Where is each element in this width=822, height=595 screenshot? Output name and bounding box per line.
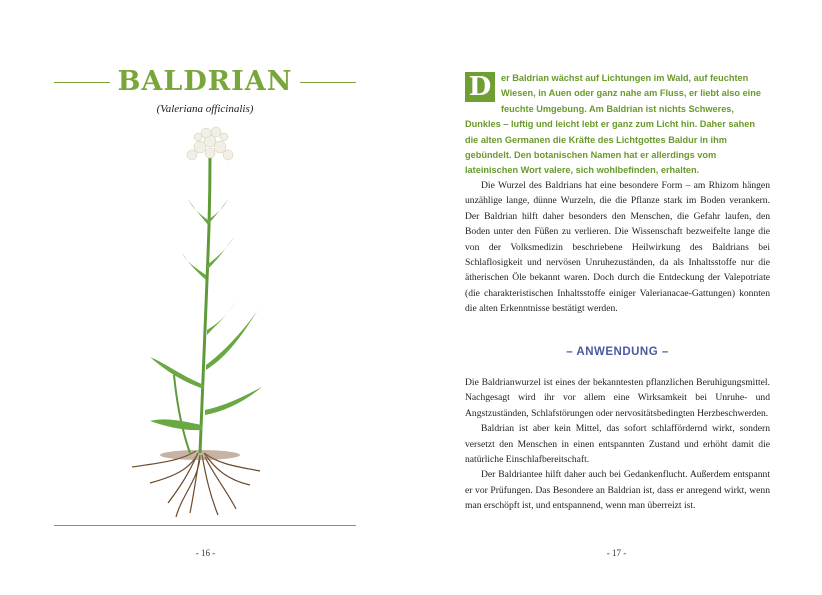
title-rule-left	[54, 82, 110, 83]
page-number-left: - 16 -	[195, 548, 216, 558]
page-title: BALDRIAN	[117, 66, 293, 97]
body-paragraph-1	[465, 178, 770, 317]
stem	[174, 155, 210, 453]
drop-cap: D	[465, 72, 495, 102]
section-heading: – ANWENDUNG –	[566, 346, 669, 358]
application-section	[465, 375, 770, 514]
bottom-rule	[54, 525, 356, 526]
flower-cluster	[187, 127, 233, 160]
title-row	[54, 64, 356, 100]
intro-text: er Baldrian wächst auf Lichtungen im Wald, auf feuchten Wiesen, in Auen oder ganz nahe am Fluss, er liebt also eine feuchte Umgebung. Am Baldrian ist nichts Schweres, Dunkles – luftig und leicht lebt er ganz zum Licht hin. Daher sahen die alten Germanen die Kräfte des Lichtgottes Baldur in ihm gebündelt. Den botanischen Namen hat er allerdings vom lateinischen Wort valere, sich wohlbefinden, erhalten.	[465, 73, 761, 176]
paragraph-text: Die Wurzel des Baldrians hat eine besondere Form – am Rhizom hängen unzählige lange, dünne Wurzeln, die die Pflanze stark im Boden verankern. Der Baldrian hilft daher besonders den Menschen, die Gefahr laufen, den Boden unter den Füßen zu verlieren. Die Wissenschaft bezweifelte lange die von der Volksmedizin beschriebene Heilwirkung des Baldrians bei Schlaflosigkeit und nervösen Unruhezuständen, da als Inhaltsstoffe nur die ätherischen Öle bekannt waren. Doch durch die Entdeckung der Valepotriate (die charakteristischen Inhaltsstoffe einiger Valerianacae-Gattungen) konnten die alten Erkenntnisse bestätigt werden.	[465, 180, 770, 315]
valerian-plant-illustration	[110, 125, 280, 520]
apply-paragraph-3: Der Baldriantee hilft daher auch bei Gedankenflucht. Außerdem entspannt er vor Prüfungen. Das Besondere an Baldrian ist, dass er anregend wirkt, wenn man erschöpft ist, und entspannend, wenn man überreizt ist.	[465, 469, 770, 512]
latin-name: (Valeriana officinalis)	[156, 103, 254, 115]
title-rule-right	[300, 82, 356, 83]
roots	[132, 451, 260, 517]
page-number-right: - 17 -	[606, 548, 627, 558]
intro-paragraph	[465, 71, 770, 179]
apply-paragraph-1: Die Baldrianwurzel ist eines der bekanntesten pflanzlichen Beruhigungsmittel. Nachgesagt wird ihr vor allem eine Wirksamkeit bei Unruhe- und Angstzuständen, Schlafstörungen oder nervositätsbedingten Herzbeschwerden.	[465, 377, 770, 419]
apply-paragraph-2: Baldrian ist aber kein Mittel, das sofort schlaffördernd wirkt, sondern versetzt den Menschen in einen entspannten Zustand und erhöht damit die natürliche Einschlafbereitschaft.	[465, 423, 770, 466]
